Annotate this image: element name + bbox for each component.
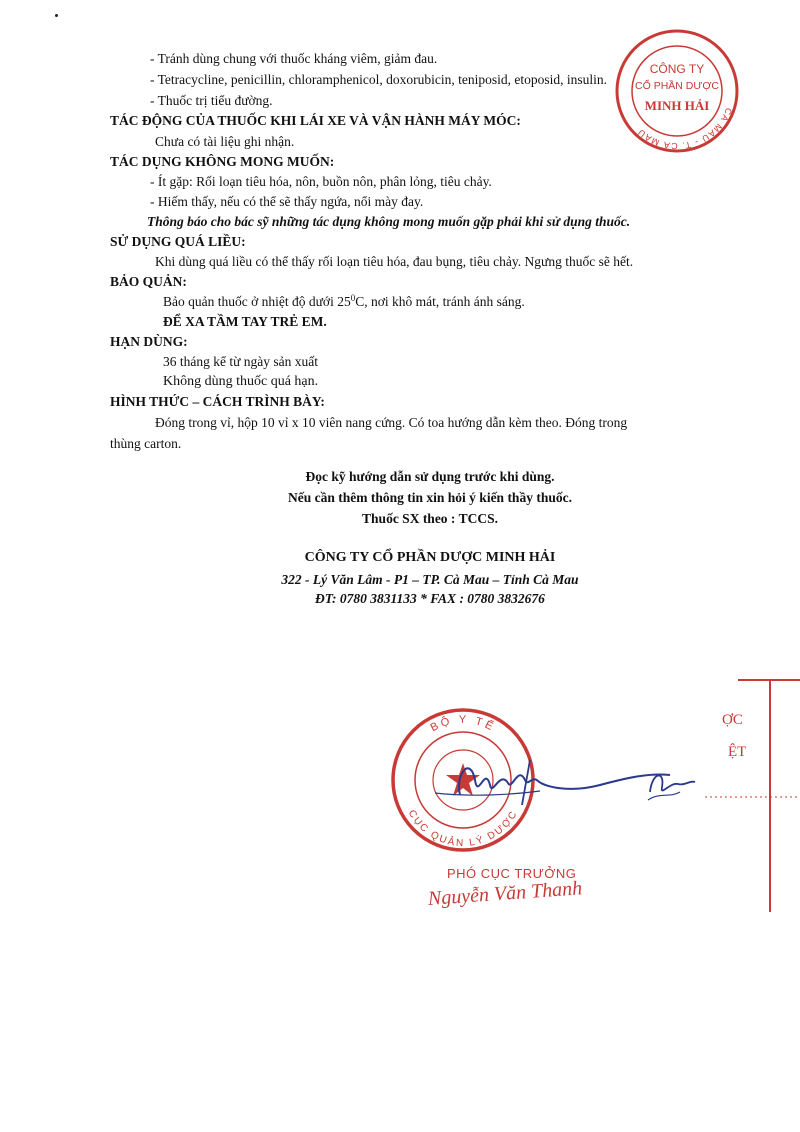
signer-title: PHÓ CỤC TRƯỞNG — [447, 866, 577, 881]
section-heading-overdose: SỬ DỤNG QUÁ LIỀU: — [110, 234, 246, 249]
side-effects-notice: Thông báo cho bác sỹ những tác dụng không mong muốn gặp phải khi sử dụng thuốc. — [147, 214, 631, 229]
advice-line1: Đọc kỹ hướng dẫn sử dụng trước khi dùng. — [305, 469, 555, 484]
storage-text-before: Bảo quản thuốc ở nhiệt độ dưới 25 — [163, 294, 351, 309]
partial-stamp-line2: ỆT — [728, 744, 747, 760]
advice-line3: Thuốc SX theo : TCCS. — [362, 511, 498, 526]
section-heading-side-effects: TÁC DỤNG KHÔNG MONG MUỐN: — [110, 154, 335, 169]
company-stamp-bottom: MINH HẢI — [644, 98, 710, 113]
section-heading-shelf-life: HẠN DÙNG: — [110, 334, 188, 349]
company-address: 322 - Lý Văn Lâm - P1 – TP. Cà Mau – Tỉnh Cà Mau — [281, 572, 579, 587]
ministry-stamp-top-text: BỘ Y TẾ — [428, 713, 498, 735]
company-phone: ĐT: 0780 3831133 * FAX : 0780 3832676 — [315, 591, 545, 606]
company-stamp — [612, 26, 742, 156]
usage-item: - Tránh dùng chung với thuốc kháng viêm, giảm đau. — [150, 51, 438, 66]
partial-stamp-line1: ỢC — [722, 712, 743, 728]
signer-name: Nguyễn Văn Thanh — [427, 877, 583, 910]
company-stamp-middle: CỔ PHẦN DƯỢC — [635, 80, 719, 92]
section-heading-packaging: HÌNH THỨC – CÁCH TRÌNH BÀY: — [110, 394, 325, 409]
driving-text: Chưa có tài liệu ghi nhận. — [155, 134, 295, 149]
initial-signature — [640, 762, 700, 807]
scan-mark — [55, 14, 58, 17]
ministry-stamp-bottom-text: CỤC QUẢN LÝ DƯỢC — [405, 808, 521, 850]
section-heading-driving: TÁC ĐỘNG CỦA THUỐC KHI LÁI XE VÀ VẬN HÀNH MÁY MÓC: — [110, 113, 521, 128]
company-name: CÔNG TY CỔ PHẦN DƯỢC MINH HẢI — [304, 550, 556, 565]
shelf-life-line1: 36 tháng kể từ ngày sản xuất — [163, 354, 319, 369]
overdose-text: Khi dùng quá liều có thể thấy rối loạn tiêu hóa, đau bụng, tiêu chảy. Ngưng thuốc sẽ hết. — [155, 254, 634, 269]
storage-temp-sup: 0 — [350, 293, 356, 303]
storage-warning: ĐỂ XA TẦM TAY TRẺ EM. — [163, 314, 327, 329]
company-stamp-top: CÔNG TY — [649, 62, 705, 76]
side-effect-item: - Ít gặp: Rối loạn tiêu hóa, nôn, buồn nôn, phân lỏng, tiêu chảy. — [150, 174, 492, 189]
advice-line2: Nếu cần thêm thông tin xin hỏi ý kiến thầy thuốc. — [288, 490, 572, 505]
shelf-life-line2: Không dùng thuốc quá hạn. — [163, 374, 319, 389]
packaging-line2: thùng carton. — [110, 436, 182, 451]
usage-item: - Tetracycline, penicillin, chloramphenicol, doxorubicin, teniposid, etoposid, insulin. — [150, 72, 607, 87]
storage-text-after: C, nơi khô mát, tránh ánh sáng. — [355, 294, 525, 309]
company-stamp-ring-text: CÀ MAU - T. CÀ MAU — [635, 106, 734, 152]
storage-text — [163, 293, 525, 311]
side-effect-item: - Hiếm thấy, nếu có thể sẽ thấy ngứa, nổi mày đay. — [150, 194, 424, 209]
svg-text:BỘ Y TẾ — [429, 714, 498, 734]
usage-item: - Thuốc trị tiểu đường. — [150, 93, 273, 108]
packaging-line1: Đóng trong vỉ, hộp 10 vỉ x 10 viên nang cứng. Có toa hướng dẫn kèm theo. Đóng trong — [155, 415, 628, 430]
section-heading-storage: BẢO QUẢN: — [110, 274, 187, 289]
